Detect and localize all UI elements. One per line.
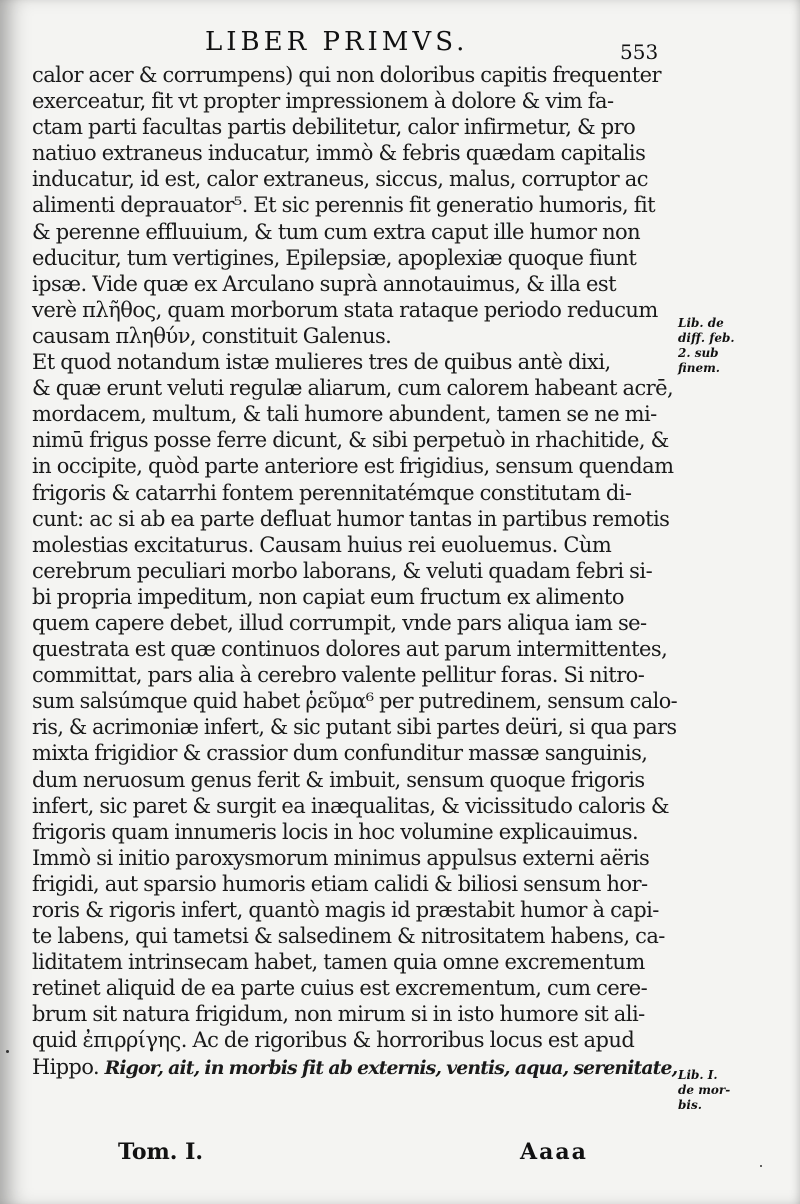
text-line: & perenne effluuium, & tum cum extra caput ille humor non (32, 219, 641, 244)
body-text (32, 62, 677, 1080)
volume-signature: Tom. I. (118, 1139, 204, 1165)
text-line: ipsæ. Vide quæ ex Arculano suprà annotauimus, & illa est (32, 271, 616, 296)
text-line: exerceatur, fit vt propter impressionem à dolore & vim fa- (32, 89, 614, 114)
text-line: cerebrum peculiari morbo laborans, & veluti quadam febri si- (32, 558, 653, 583)
text-line: quem capere debet, illud corrumpit, vnde pars aliqua iam se- (32, 610, 647, 635)
text-line: ctam parti facultas partis debilitetur, calor infirmetur, & pro (32, 115, 636, 140)
text-line: in occipite, quòd parte anteriore est frigidius, sensum quendam (32, 454, 674, 479)
text-line: mordacem, multum, & tali humore abundent, tamen se ne mi- (32, 402, 657, 427)
text-run-roman: Hippo. (32, 1054, 105, 1079)
text-line: alimenti deprauator⁵. Et sic perennis fit generatio humoris, fit (32, 193, 656, 218)
text-line: roris & rigoris infert, quantò magis id præstabit humor à capi- (32, 898, 659, 922)
text-line: molestias excitaturus. Causam huius rei euoluemus. Cùm (32, 532, 612, 557)
text-line: nimū frigus posse ferre dicunt, & sibi perpetuò in rhachitide, & (32, 428, 669, 453)
text-line: frigidi, aut sparsio humoris etiam calidi & biliosi sensum hor- (32, 871, 648, 896)
text-line: questrata est quæ continuos dolores aut parum intermittentes, (32, 637, 668, 662)
text-line: infert, sic paret & surgit ea inæqualitas, & vicissitudo caloris & (32, 793, 669, 818)
text-line: bi propria impeditum, non capiat eum fructum ex alimento (32, 584, 624, 609)
marginal-note-1 (678, 316, 796, 376)
text-line: liditatem intrinsecam habet, tamen quia omne excrementum (32, 950, 645, 975)
text-line: natiuo extraneus inducatur, immò & febris quædam capitalis (32, 141, 646, 166)
marginal-note-line: diff. feb. (678, 331, 735, 345)
text-line: quid ἐπιρρίγης. Ac de rigoribus & horroribus locus est apud (32, 1028, 635, 1053)
text-line: cunt: ac si ab ea parte defluat humor tantas in partibus remotis (32, 506, 670, 531)
paper-speck (6, 1050, 9, 1053)
text-line: frigoris & catarrhi fontem perennitatémque constitutam di- (32, 480, 632, 505)
text-line: verè πλῆθος, quam morborum stata rataque periodo reducum (32, 297, 658, 322)
marginal-note-line: bis. (678, 1098, 702, 1112)
text-line: causam πληθύν, constituit Galenus. (32, 323, 392, 348)
text-line: ris, & acrimoniæ infert, & sic putant sibi partes deüri, si qua pars (32, 715, 677, 740)
marginal-note-line: finem. (678, 361, 720, 375)
text-line: calor acer & corrumpens) qui non doloribus capitis frequenter (32, 63, 662, 87)
page-footer (0, 1137, 800, 1177)
page-number: 553 (620, 40, 659, 64)
gathering-signature: Aaaa (520, 1139, 588, 1165)
text-line: te labens, qui tametsi & salsedinem & nitrositatem habens, ca- (32, 924, 665, 949)
text-line: & quæ erunt veluti regulæ aliarum, cum calorem habeant acrē, (32, 376, 674, 401)
text-line: educitur, tum vertigines, Epilepsiæ, apoplexiæ quoque fiunt (32, 245, 637, 270)
text-line: retinet aliquid de ea parte cuius est excrementum, cum cere- (32, 976, 648, 1001)
marginal-note-line: Lib. I. (678, 1068, 718, 1082)
marginal-note-2 (678, 1068, 796, 1113)
marginal-note-line: Lib. de (678, 316, 724, 330)
text-line (32, 1054, 678, 1080)
paper-speck (760, 1165, 762, 1167)
text-line: brum sit natura frigidum, non mirum si in isto humore sit ali- (32, 1002, 645, 1027)
marginal-note-line: de mor- (678, 1083, 731, 1097)
text-line: dum neruosum genus ferit & imbuit, sensum quoque frigoris (32, 767, 645, 792)
text-line: committat, pars alia à cerebro valente pellitur foras. Si nitro- (32, 663, 645, 688)
marginal-note-line: 2. sub (678, 346, 719, 360)
running-head: LIBER PRIMVS. (205, 27, 469, 57)
text-line: Immò si initio paroxysmorum minimus appulsus externi aëris (32, 845, 650, 870)
text-line: mixta frigidior & crassior dum confunditur massæ sanguinis, (32, 741, 648, 766)
text-line: Et quod notandum istæ mulieres tres de quibus antè dixi, (32, 350, 611, 375)
text-line: inducatur, id est, calor extraneus, siccus, malus, corruptor ac (32, 167, 648, 192)
quotation-italic: Rigor, ait, in morbis fit ab externis, ventis, aqua, serenitate, (104, 1056, 678, 1079)
text-line: sum salsúmque quid habet ῥεῦμα⁶ per putredinem, sensum calo- (32, 689, 678, 714)
text-line: frigoris quam innumeris locis in hoc volumine explicauimus. (32, 819, 639, 844)
